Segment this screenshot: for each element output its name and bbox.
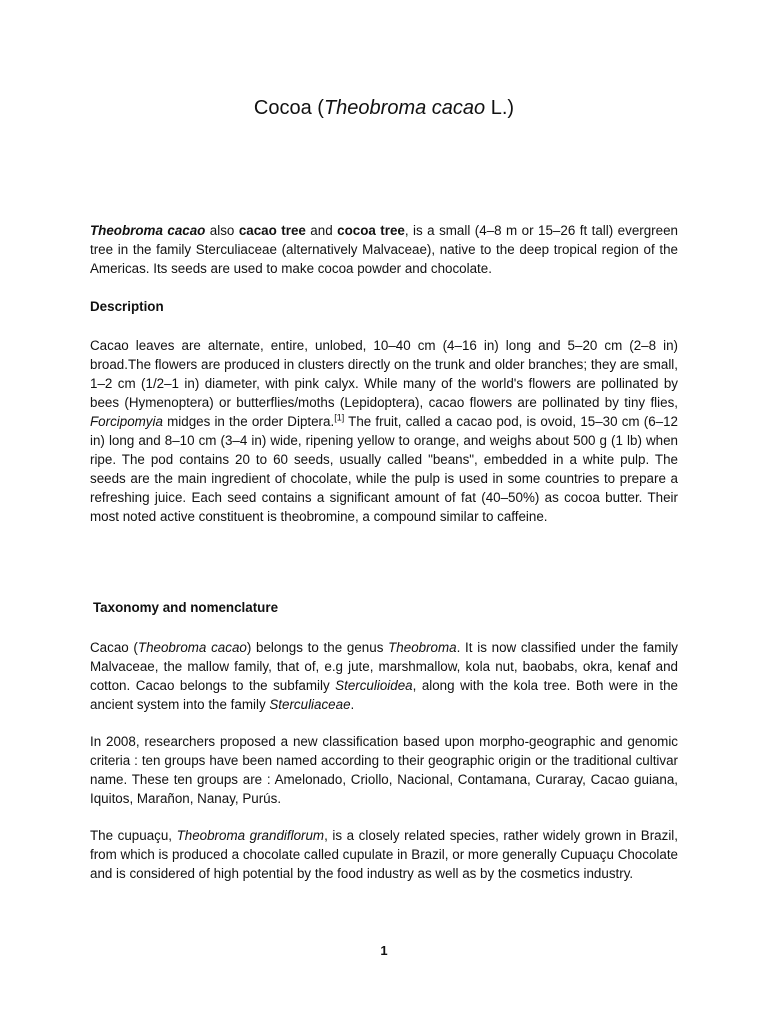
intro-text: also	[205, 223, 239, 238]
description-text: The fruit, called a cacao pod, is ovoid, 15–30 cm (6–12 in) long and 8–10 cm (3–4 in) wide, ripening yellow to orange, and weighs about 500 g (1 lb) when ripe. The pod contains 20 to 60 seeds, usually called "beans", embedded in a white pulp. The seeds are the main ingredient of chocolate, while the pulp is used in some countries to prepare a refreshing juice. Each seed contains a significant amount of fat (40–50%) as cocoa butter. Their most noted active constituent is theobromine, a compound similar to caffeine.	[90, 414, 679, 524]
title-suffix: L.)	[485, 97, 515, 119]
intro-cacao-tree: cacao tree	[238, 223, 306, 238]
intro-text: , is a small (4–8 m or 15–26 ft tall) evergreen tree in the family Sterculiaceae (alternatively Malvaceae), native to the deep tropical region of the Americas. Its seeds are used to make cocoa powder and chocolate.	[90, 223, 678, 276]
description-heading: Description	[90, 299, 164, 314]
description-text: Cacao leaves are alternate, entire, unlobed, 10–40 cm (4–16 in) long and 5–20 cm (2–8 in) broad.The flowers are produced in clusters directly on the trunk and older branches; they are small, 1–2 cm (1/2–1 in) diameter, with pink calyx. While many of the world's flowers are pollinated by bees (Hymenoptera) or butterflies/moths (Lepidoptera), cacao flowers are pollinated by tiny flies,	[90, 338, 678, 410]
page-title	[0, 94, 768, 122]
description-genus: Forcipomyia	[90, 414, 163, 429]
taxonomy-text: , along with the kola tree. Both were in the ancient system into the family	[90, 678, 678, 712]
taxonomy-text: . It is now classified under the family Malvaceae, the mallow family, that of, e.g jute, marshmallow, kola nut, baobabs, okra, kenaf and cotton. Cacao belongs to the subfamily	[90, 640, 679, 693]
description-paragraph	[90, 336, 678, 526]
taxonomy-text: The cupuaçu,	[90, 828, 177, 843]
intro-species-name: Theobroma cacao	[90, 223, 206, 238]
taxonomy-text: ) belongs to the genus	[246, 640, 389, 655]
taxonomy-paragraph-1	[90, 638, 678, 714]
footnote-ref[interactable]: [1]	[334, 412, 345, 423]
taxonomy-italic: Sterculiaceae	[269, 697, 351, 712]
taxonomy-italic: Sterculioidea	[335, 678, 413, 693]
intro-text: and	[305, 223, 338, 238]
taxonomy-paragraph-3	[90, 826, 678, 883]
taxonomy-text: Cacao (	[90, 640, 138, 655]
taxonomy-italic: Theobroma grandiflorum	[176, 828, 325, 843]
intro-paragraph	[90, 221, 678, 278]
taxonomy-italic: Theobroma	[388, 640, 457, 655]
title-prefix: Cocoa (	[253, 97, 324, 119]
taxonomy-paragraph-2: In 2008, researchers proposed a new classification based upon morpho-geographic and genomic criteria : ten groups have been named according to their geographic origin or the traditional cultivar name. These ten groups are : Amelonado, Criollo, Nacional, Contamana, Curaray, Cacao guiana, Iquitos, Marañon, Nanay, Purús.	[90, 734, 678, 806]
taxonomy-heading: Taxonomy and nomenclature	[93, 600, 279, 615]
intro-cocoa-tree: cocoa tree	[337, 223, 405, 238]
page-number: 1	[380, 943, 388, 958]
description-text: midges in the order Diptera.	[162, 414, 335, 429]
title-species: Theobroma cacao	[323, 97, 486, 119]
taxonomy-text: .	[350, 697, 355, 712]
taxonomy-italic: Theobroma cacao	[137, 640, 247, 655]
taxonomy-text: , is a closely related species, rather widely grown in Brazil, from which is produced a chocolate called cupulate in Brazil, or more generally Cupuaçu Chocolate and is considered of high potential by the food industry as well as by the cosmetics industry.	[90, 828, 678, 881]
